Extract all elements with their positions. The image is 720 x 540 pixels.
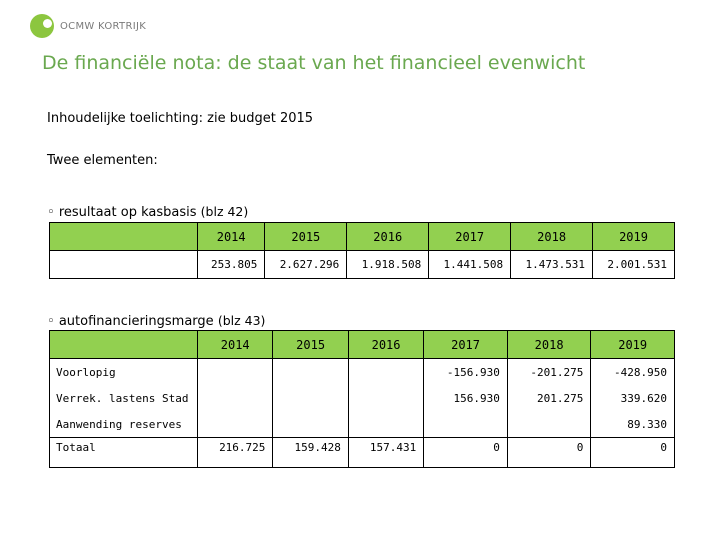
section-ref: (blz 42) — [200, 204, 249, 219]
bullet: ◦ — [47, 314, 55, 329]
logo — [30, 14, 146, 38]
section-title: resultaat op kasbasis — [58, 205, 197, 220]
logo-text: OCMW KORTRIJK — [60, 20, 147, 32]
table-row — [50, 385, 675, 411]
value-cell: 2.001.531 — [593, 251, 675, 279]
value-cell — [348, 385, 423, 411]
value-cell: 253.805 — [198, 251, 265, 279]
table-row — [50, 359, 675, 386]
logo-icon — [30, 14, 54, 38]
table-header-row — [50, 223, 675, 251]
value-cell: 2.627.296 — [265, 251, 347, 279]
row-label: Aanwending reserves — [50, 411, 198, 438]
value-cell — [348, 411, 423, 438]
value-cell: 156.930 — [424, 385, 508, 411]
value-cell — [198, 411, 273, 438]
value-cell: 1.918.508 — [347, 251, 429, 279]
table-total-row — [50, 438, 675, 468]
value-cell — [273, 385, 348, 411]
year-header: 2016 — [348, 331, 423, 359]
year-header: 2018 — [507, 331, 591, 359]
value-cell: 159.428 — [273, 438, 348, 468]
section-autofinanciering — [47, 313, 265, 329]
table-row — [50, 251, 675, 279]
value-cell — [198, 385, 273, 411]
value-cell: 157.431 — [348, 438, 423, 468]
value-cell: 0 — [591, 438, 675, 468]
year-header: 2014 — [198, 223, 265, 251]
value-cell: 0 — [424, 438, 508, 468]
value-cell — [273, 411, 348, 438]
section-ref: (blz 43) — [217, 313, 266, 328]
value-cell: -428.950 — [591, 359, 675, 386]
table-row — [50, 411, 675, 438]
value-cell: 1.473.531 — [511, 251, 593, 279]
year-header: 2015 — [273, 331, 348, 359]
bullet: ◦ — [47, 205, 55, 220]
value-cell — [273, 359, 348, 386]
value-cell: -156.930 — [424, 359, 508, 386]
value-cell: 0 — [507, 438, 591, 468]
value-cell — [424, 411, 508, 438]
value-cell — [507, 411, 591, 438]
year-header: 2015 — [265, 223, 347, 251]
value-cell — [198, 359, 273, 386]
value-cell — [348, 359, 423, 386]
elements-label: Twee elementen: — [47, 153, 158, 168]
row-label: Verrek. lastens Stad — [50, 385, 198, 411]
table-corner-cell — [50, 331, 198, 359]
year-header: 2014 — [198, 331, 273, 359]
year-header: 2017 — [424, 331, 508, 359]
row-label-cell — [50, 251, 198, 279]
table-header-row — [50, 331, 675, 359]
year-header: 2016 — [347, 223, 429, 251]
year-header: 2019 — [591, 331, 675, 359]
value-cell: -201.275 — [507, 359, 591, 386]
value-cell: 339.620 — [591, 385, 675, 411]
row-label: Totaal — [50, 438, 198, 468]
kasbasis-table — [49, 222, 675, 279]
year-header: 2018 — [511, 223, 593, 251]
page-title: De financiële nota: de staat van het financieel evenwicht — [42, 52, 586, 74]
row-label: Voorlopig — [50, 359, 198, 386]
value-cell: 201.275 — [507, 385, 591, 411]
value-cell: 1.441.508 — [429, 251, 511, 279]
value-cell: 216.725 — [198, 438, 273, 468]
section-kasbasis — [47, 204, 248, 220]
year-header: 2017 — [429, 223, 511, 251]
year-header: 2019 — [593, 223, 675, 251]
autofinanciering-table — [49, 330, 675, 468]
section-title: autofinancieringsmarge — [58, 314, 214, 329]
value-cell: 89.330 — [591, 411, 675, 438]
intro-text: Inhoudelijke toelichting: zie budget 2015 — [47, 111, 314, 126]
table-corner-cell — [50, 223, 198, 251]
